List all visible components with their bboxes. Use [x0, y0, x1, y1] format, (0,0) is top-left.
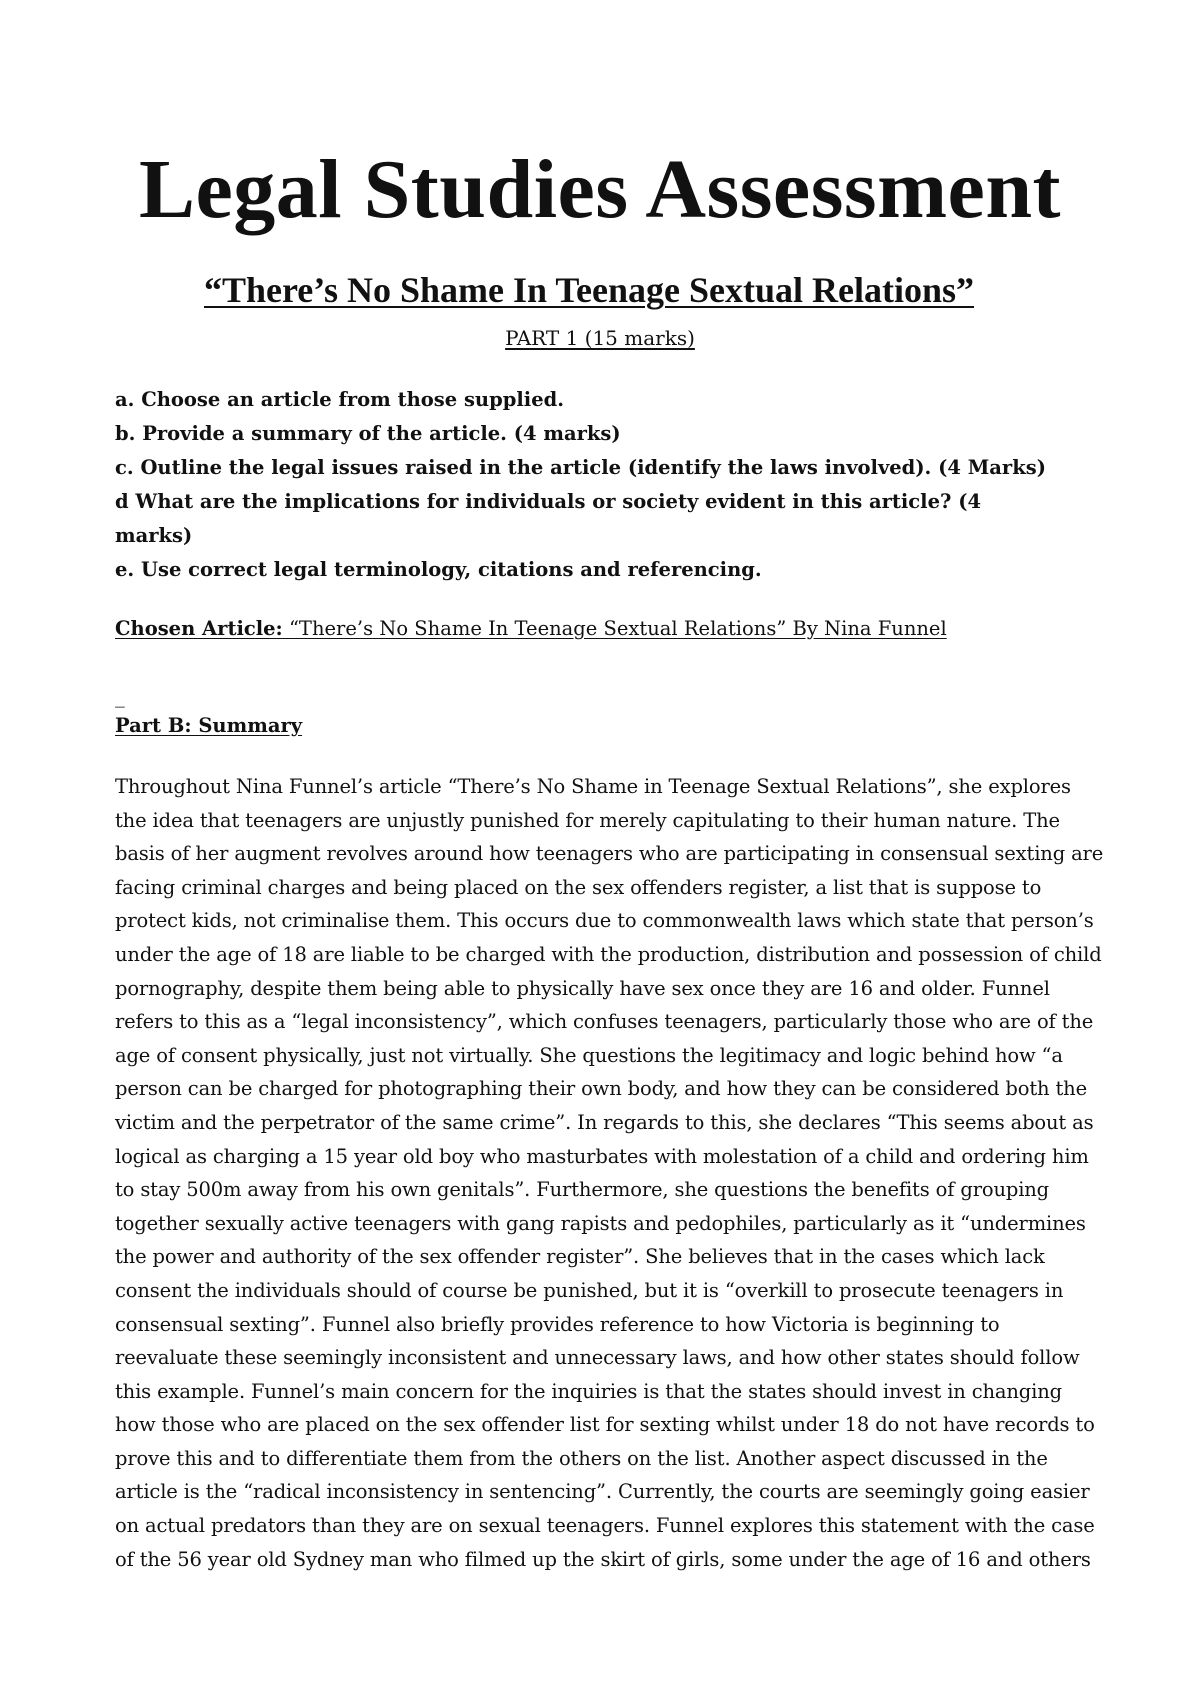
chosen-article-label: Chosen Article: [115, 617, 283, 640]
task-list [115, 383, 1105, 587]
task-item: c. Outline the legal issues raised in the article (identify the laws involved). (4 Marks) [115, 456, 1046, 479]
body-line: consensual sexting”. Funnel also briefly provides reference to how Victoria is beginning to [115, 1312, 1000, 1336]
body-line: pornography, despite them being able to physically have sex once they are 16 and older. Funnel [115, 976, 1050, 1000]
summary-body [115, 770, 1115, 1576]
task-item: d What are the implications for individuals or society evident in this article? (4 [115, 490, 982, 513]
body-line: logical as charging a 15 year old boy who masturbates with molestation of a child and ordering him [115, 1144, 1089, 1168]
body-line: reevaluate these seemingly inconsistent and unnecessary laws, and how other states should follow [115, 1346, 1080, 1370]
body-line: Throughout Nina Funnel’s article “There’s No Shame in Teenage Sextual Relations”, she explores [115, 775, 1071, 798]
body-line: age of consent physically, just not virtually. She questions the legitimacy and logic behind how “a [115, 1043, 1063, 1067]
body-line: together sexually active teenagers with gang rapists and pedophiles, particularly as it “undermines [115, 1211, 1086, 1235]
body-line: victim and the perpetrator of the same crime”. In regards to this, she declares “This seems about as [115, 1110, 1094, 1134]
article-subtitle-text: “There’s No Shame In Teenage Sextual Relations” [203, 270, 975, 310]
body-line: refers to this as a “legal inconsistency”, which confuses teenagers, particularly those who are of the [115, 1010, 1094, 1034]
task-item: b. Provide a summary of the article. (4 marks) [115, 422, 621, 445]
section-heading: Part B: Summary [115, 714, 303, 737]
body-line: article is the “radical inconsistency in sentencing”. Currently, the courts are seemingly going easier [115, 1480, 1090, 1504]
body-line: on actual predators than they are on sexual teenagers. Funnel explores this statement with the case [115, 1514, 1095, 1538]
chosen-article [115, 612, 1105, 646]
body-line: basis of her augment revolves around how teenagers who are participating in consensual sexting are [115, 842, 1104, 866]
body-line: person can be charged for photographing their own body, and how they can be considered both the [115, 1077, 1087, 1101]
body-line: the power and authority of the sex offender register”. She believes that in the cases which lack [115, 1245, 1045, 1269]
task-item: a. Choose an article from those supplied. [115, 388, 565, 411]
stray-mark: _ [115, 685, 125, 708]
body-line: consent the individuals should of course be punished, but it is “overkill to prosecute teenagers in [115, 1278, 1064, 1302]
body-line: of the 56 year old Sydney man who filmed up the skirt of girls, some under the age of 16 and others [115, 1547, 1091, 1571]
chosen-article-value: “There’s No Shame In Teenage Sextual Relations” By Nina Funnel [282, 617, 947, 640]
body-line: protect kids, not criminalise them. This occurs due to commonwealth laws which state that person’s [115, 909, 1094, 933]
article-subtitle [0, 268, 1200, 312]
body-line: how those who are placed on the sex offender list for sexting whilst under 18 do not have records to [115, 1413, 1095, 1437]
task-item: marks) [115, 524, 193, 547]
document-title: Legal Studies Assessment [138, 143, 1062, 236]
body-line: the idea that teenagers are unjustly punished for merely capitulating to their human nature. The [115, 808, 1060, 832]
part-label: PART 1 (15 marks) [505, 326, 695, 350]
body-line: to stay 500m away from his own genitals”. Furthermore, she questions the benefits of grouping [115, 1178, 1050, 1202]
body-line: prove this and to differentiate them from the others on the list. Another aspect discussed in the [115, 1446, 1048, 1470]
body-line: under the age of 18 are liable to be charged with the production, distribution and possession of child [115, 942, 1102, 966]
task-item: e. Use correct legal terminology, citations and referencing. [115, 558, 762, 581]
body-line: this example. Funnel’s main concern for the inquiries is that the states should invest in changing [115, 1379, 1062, 1403]
body-line: facing criminal charges and being placed on the sex offenders register, a list that is suppose to [115, 875, 1042, 899]
